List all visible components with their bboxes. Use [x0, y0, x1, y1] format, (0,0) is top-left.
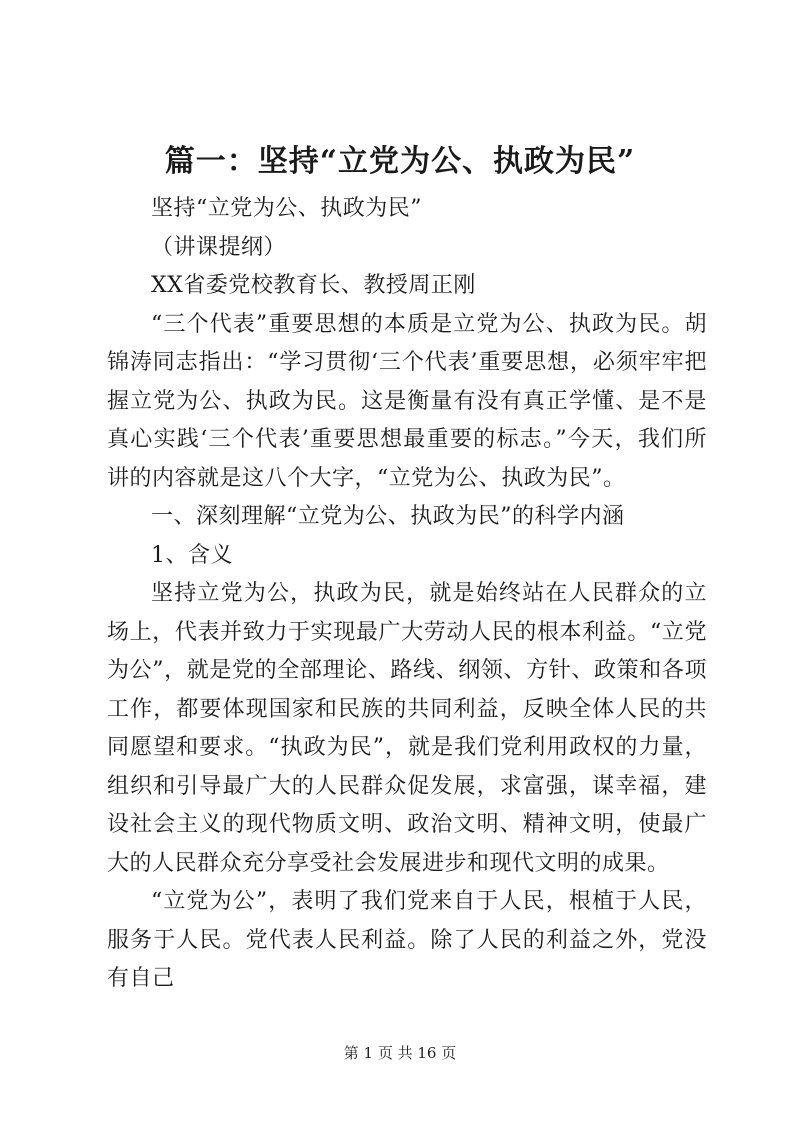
subtitle-paragraph: 坚持“立党为公、执政为民”	[151, 196, 422, 221]
section-heading: 一、深刻理解“立党为公、执政为民”的科学内涵	[151, 504, 625, 529]
document-title: 篇一：坚持“立党为公、执政为民”	[164, 144, 636, 179]
subsection-heading: 1、含义	[151, 542, 233, 568]
document-body	[107, 190, 707, 999]
body-paragraph: “三个代表”重要思想的本质是立党为公、执政为民。胡锦涛同志指出：“学习贯彻‘三个代表’重要思想，必须牢牢把握立党为公、执政为民。这是衡量有没有真正学懂、是不是真心实践‘三个代表’重要思想最重要的标志。”今天，我们所讲的内容就是这八个大字，“立党为公、执政为民”。	[107, 311, 707, 491]
author-line: XX省委党校教育长、教授周正刚	[151, 273, 476, 298]
page-number-footer: 第 1 页 共 16 页	[343, 1044, 457, 1062]
lecture-outline-note: （讲课提纲）	[151, 234, 287, 260]
body-paragraph: 坚持立党为公，执政为民，就是始终站在人民群众的立场上，代表并致力于实现最广大劳动人民的根本利益。“立党为公”，就是党的全部理论、路线、纲领、方针、政策和各项工作，都要体现国家和民族的共同利益，反映全体人民的共同愿望和要求。“执政为民”，就是我们党利用政权的力量，组织和引导最广大的人民群众促发展，求富强，谋幸福，建设社会主义的现代物质文明、政治文明、精神文明，使最广大的人民群众充分享受社会发展进步和现代文明的成果。	[107, 581, 707, 876]
body-paragraph: “立党为公”，表明了我们党来自于人民，根植于人民，服务于人民。党代表人民利益。除了人民的利益之外，党没有自己	[107, 889, 707, 991]
